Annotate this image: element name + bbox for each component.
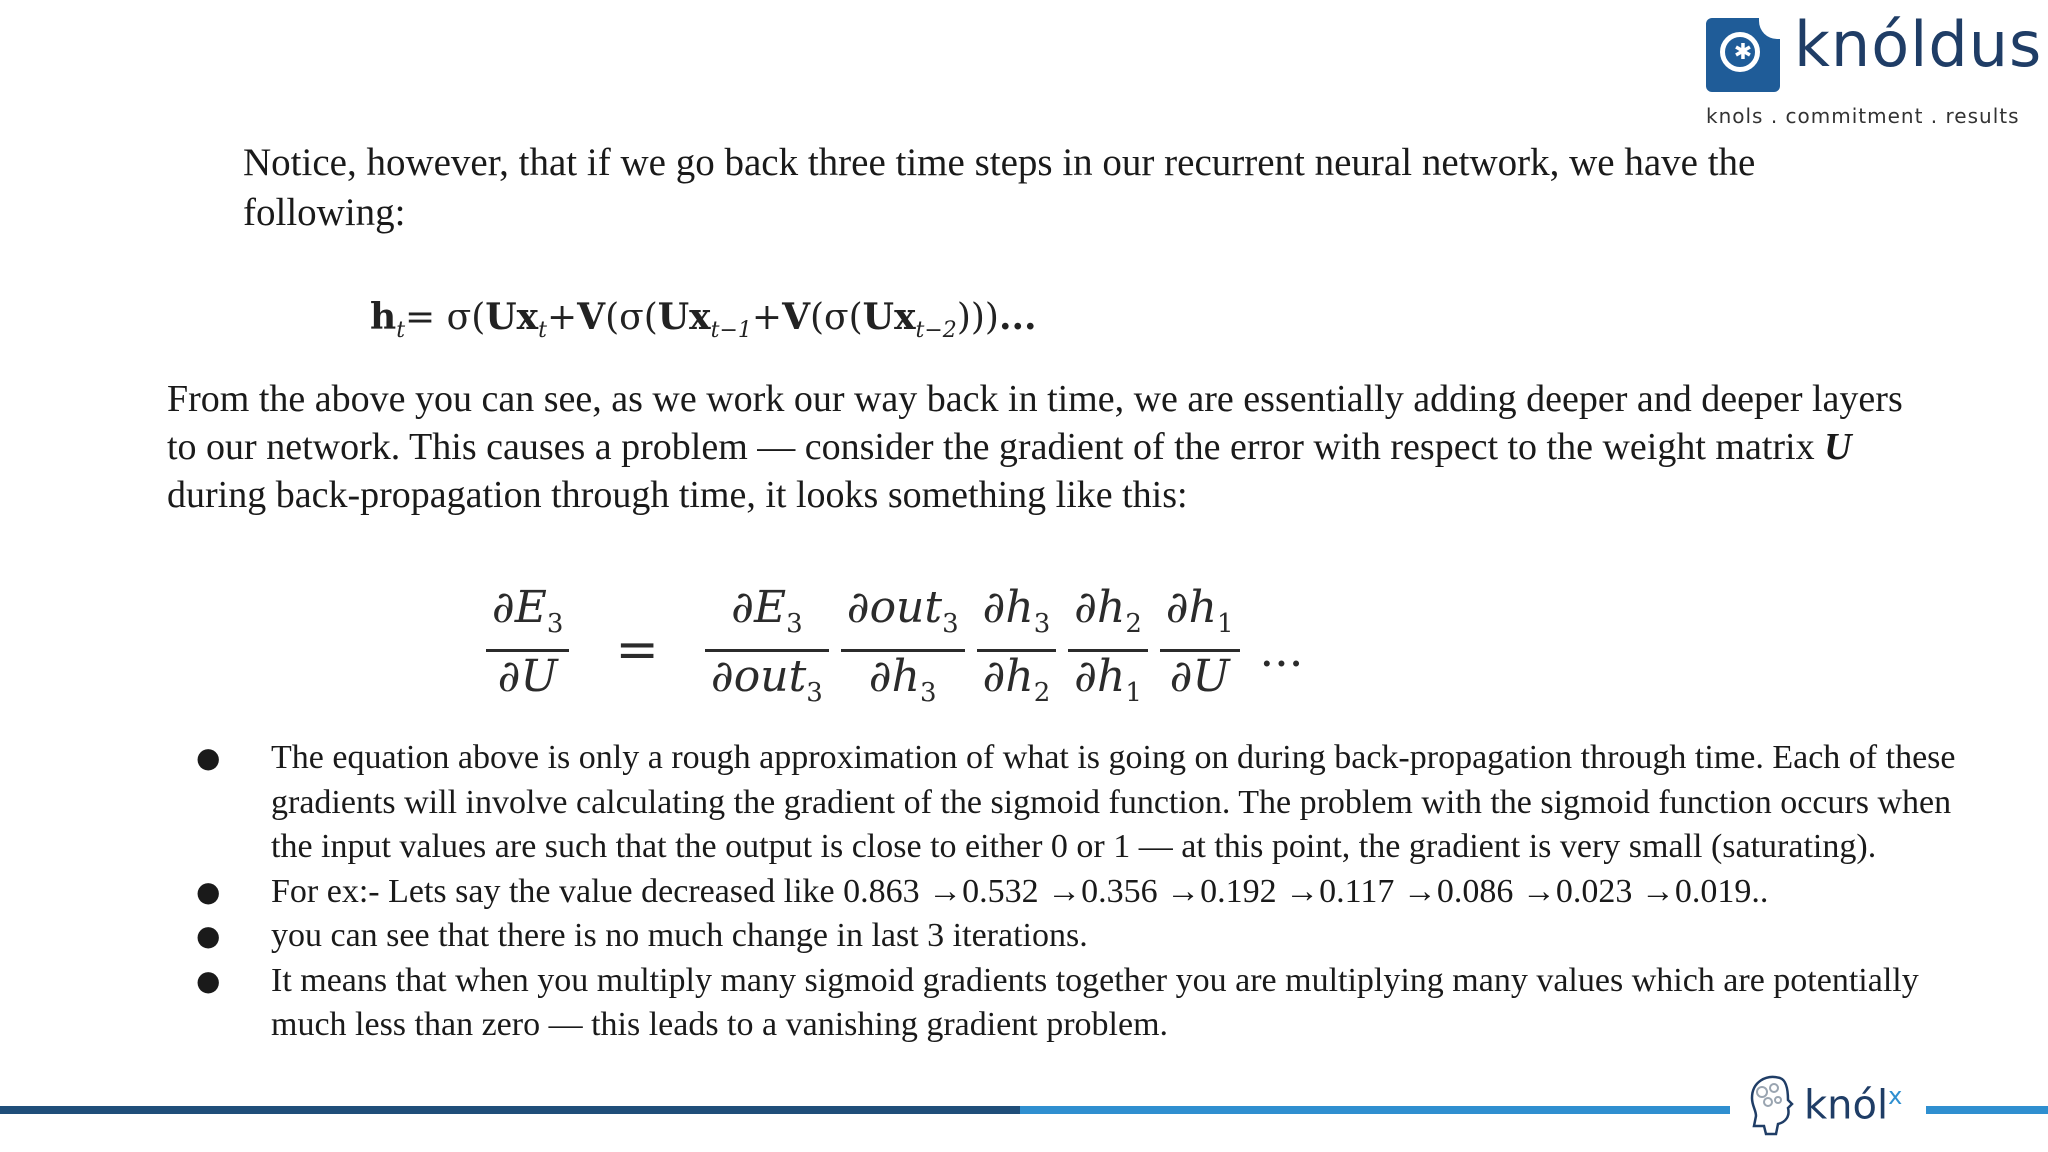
eq1-sub: t [538,318,547,344]
frac-num-sub: 3 [1033,608,1051,639]
eq1-part: Ux [485,296,539,338]
bullet-dot-icon: ● [196,874,221,908]
eq1-part: (σ( [605,297,658,338]
bullet-dot-icon: ● [196,741,221,774]
frac-den-sub: 2 [1033,677,1051,708]
list-item [196,959,1976,1048]
bullet-text: For ex:- Lets say the value decreased like 0.863 →0.532 →0.356 →0.192 →0.117 →0.086 →0.023 →0.019.. [271,872,1769,910]
para2-before: From the above you can see, as we work our way back in time, we are essentially adding deeper and deeper layers to our network. This causes a problem — consider the gradient of the error with respect to the weight matrix [167,378,1903,468]
frac-num: ∂E [492,581,547,633]
frac-num-sub: 3 [942,608,959,639]
frac-num: ∂out [846,581,943,633]
knoldus-logo [1706,8,2043,128]
frac-num: ∂h [982,581,1034,633]
para2-after: during back-propagation through time, it looks something like this: [167,474,1188,516]
frac-den: ∂h [868,650,920,702]
eq1-part: + [751,297,783,338]
frac-den: ∂h [1074,650,1126,702]
eq1-part: ))) [956,297,999,338]
brain-head-icon [1742,1070,1798,1140]
eq1-ellipsis: ... [998,296,1037,338]
eq1-part: V [577,296,606,338]
eq1-sub: t−1 [710,318,752,344]
frac-den: ∂U [497,650,558,702]
eq1-part: + [546,297,578,338]
knolx-word: knól [1804,1082,1889,1129]
logo-wordmark: knóldus [1794,8,2043,81]
frac-num-sub: 3 [546,608,564,639]
eq2-term [1160,583,1240,718]
list-item [196,914,1976,959]
frac-num: ∂h [1074,581,1126,633]
eq2-term [977,583,1057,718]
bullet-text: The equation above is only a rough approximation of what is going on during back-propagation through time. Each of these gradients will involve calculating the gradient of the sigmoid function. The problem with the sigmoid function occurs when the input values are such that the output is close to either 0 or 1 — at this point, the gradient is very small (saturating). [271,739,1956,865]
footer-bar-dark [0,1106,1020,1114]
bullet-dot-icon: ● [196,919,221,952]
eq2-term [1068,583,1148,718]
frac-den: ∂U [1169,650,1230,702]
eq1-part: Ux [862,296,916,338]
frac-den: ∂h [982,650,1034,702]
eq2-equals: = [615,620,659,680]
list-item [196,870,1976,915]
eq2-term [841,583,965,718]
intro-text: Notice, however, that if we go back three time steps in our recurrent neural network, we have the following: [243,141,1756,234]
frac-den-sub: 1 [1125,677,1142,708]
bullet-list [196,736,1976,1048]
eq1-part: (σ( [810,297,863,338]
logo-tagline: knols . commitment . results [1706,104,2020,128]
frac-num: ∂E [731,581,787,633]
recurrence-equation [370,296,1037,343]
explanation-paragraph [167,375,1907,519]
knolx-logo [1730,1056,1926,1152]
eq1-part: = σ( [405,297,486,338]
knoldus-badge-icon: ✱ [1706,18,1780,92]
frac-den-sub: 3 [919,677,937,708]
frac-den-sub: 3 [806,677,823,708]
para2-matrix-u: U [1824,426,1852,468]
frac-num-sub: 2 [1125,608,1142,639]
eq2-term [705,583,829,718]
frac-num-sub: 1 [1217,608,1234,639]
eq1-sub: t−2 [915,318,957,344]
bullet-dot-icon: ● [196,963,221,997]
frac-num-sub: 3 [786,608,803,639]
eq1-part: V [782,296,810,338]
eq1-lhs-sub: t [396,318,406,344]
gradient-chain-equation [480,581,1304,708]
eq1-part: Ux [657,296,711,338]
frac-num: ∂h [1165,581,1217,633]
bullet-text: It means that when you multiply many sigmoid gradients together you are multiplying many values which are potentially much less than zero — this leads to a vanishing gradient problem. [271,961,1919,1043]
list-item [196,736,1976,870]
knolx-wordmark [1804,1082,1902,1128]
eq1-lhs: h [370,296,397,338]
frac-den: ∂out [711,650,807,702]
eq2-lhs-fraction [486,583,569,718]
bullet-text: you can see that there is no much change in last 3 iterations. [271,917,1088,954]
knolx-sup: x [1888,1082,1903,1110]
eq2-ellipsis: ... [1259,623,1304,677]
